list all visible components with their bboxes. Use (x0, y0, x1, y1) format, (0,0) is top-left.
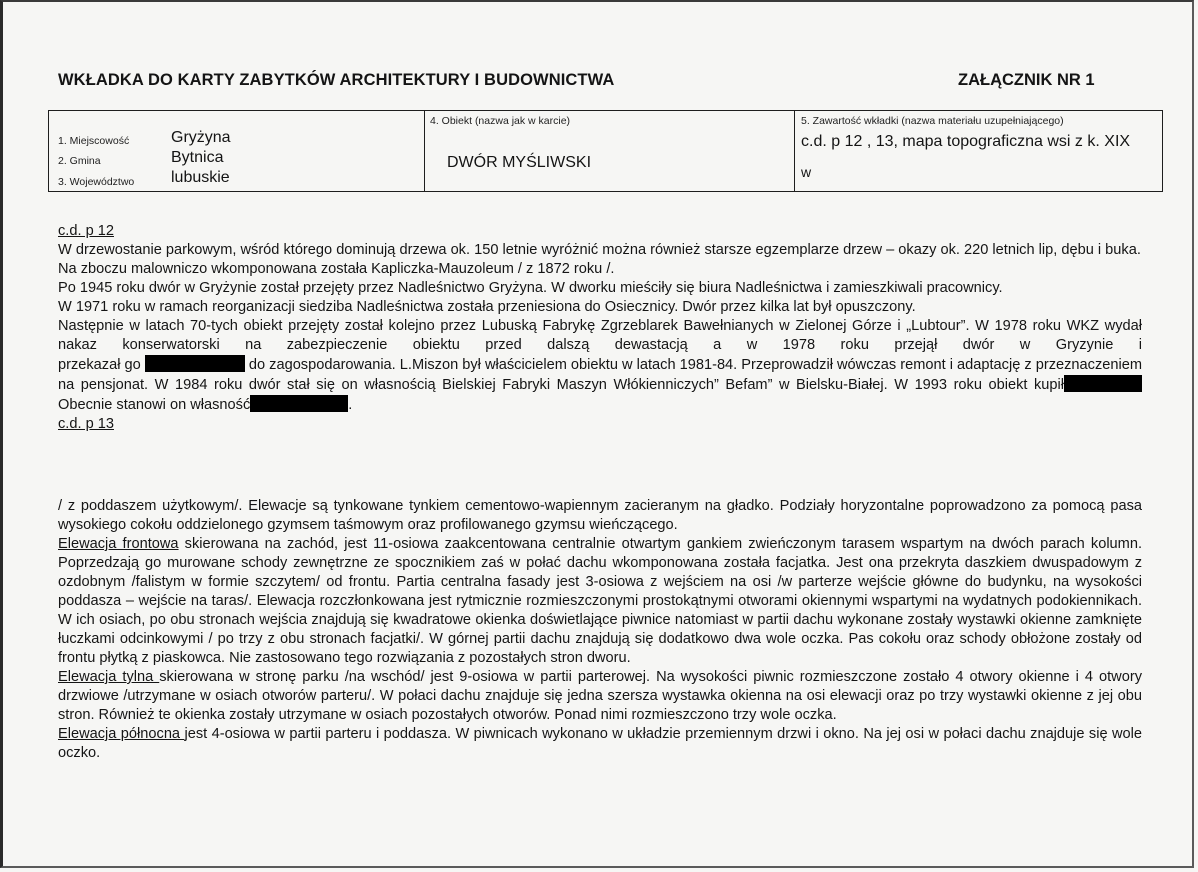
text-fragment: skierowana na zachód, jest 11-osiowa zaakcentowana centralnie otwartym gankiem zwieńczonym tarasem wspartym na dwóch parach kolumn. Poprzedzają go murowane schody zewnętrzne ze spocznikiem zaś w połać dachu wkomponowana została facjatka. Jest ona przekryta daszkiem dwuspadowym z ozdobnym /falistym w formie szczytem/ od frontu. Partia centralna fasady jest 3-osiowa z wejściem na osi /w parterze wejście główne do budynku, na wysokości poddasza – wejście na taras/. Elewacja rozczłonkowana jest rytmicznie rozmieszczonymi prostokątnymi otworami okiennymi wspartymi na wydatnych podokiennikach. W ich osiach, po obu stronach wejścia znajdują się kwadratowe okienka doświetlające piwnice natomiast w partii dachu wykonane zostały wystawki okienne zamknięte łuczkami odcinkowymi / po trzy z obu stronach facjatki/. W górnej partii dachu znajdują się dodatkowo dwa wole oczka. Pas cokołu oraz schody obłożone zostały od frontu płytką z piaskowca. Nie zastosowano tego rozwiązania z pozostałych stron dworu. (58, 536, 1143, 666)
place-value: Gryżyna (171, 129, 231, 146)
redaction-bar (250, 395, 348, 412)
section-heading: c.d. p 13 (58, 416, 114, 432)
paragraph: Następnie w latach 70-tych obiekt przejęty został kolejno przez Lubuską Fabrykę Zgrzeblarek Bawełnianych w Zielonej Górze i „Lubtour”. W 1978 roku WKZ wydał nakaz konserwatorski na zabezpieczenie obiektu przed dalszą dewastacją a w 1978 roku przejął dwór w Gryzynie i (58, 318, 1142, 353)
text-fragment: przekazał go (58, 357, 141, 373)
paragraph: / z poddaszem użytkowym/. Elewacje są tynkowane tynkiem cementowo-wapiennym zacieranym na gładko. Podziały horyzontalne poprowadzono za pomocą pasa wysokiego cokołu oddzielonego gzymsem taśmowym oraz profilowanego gzymsu wieńczącego. (58, 498, 1142, 533)
paragraph: Na zboczu malowniczo wkomponowana została Kapliczka-Mauzoleum / z 1872 roku /. (58, 261, 615, 277)
paragraph: Po 1945 roku dwór w Gryżynie został przejęty przez Nadleśnictwo Gryżyna. W dworku mieściły się biura Nadleśnictwa i zamieszkiwali pracownicy. (58, 280, 1003, 296)
text-fragment: Obecnie stanowi on własność (58, 397, 251, 413)
place-label: 1. Miejscowość (58, 135, 130, 147)
text-fragment: jest 4-osiowa w partii parteru i poddasza. W piwnicach wykonano w układzie przemiennym drzwi i okno. Na jej osi w połaci dachu znajduje się wole oczko. (58, 726, 1143, 761)
rear-elevation-label: Elewacja tylna (58, 669, 160, 685)
column-divider (794, 111, 795, 191)
voivodeship-label: 3. Województwo (58, 176, 135, 188)
paragraph (58, 725, 1142, 763)
column-divider (424, 111, 425, 191)
text-fragment: . (348, 397, 353, 413)
annex-number: ZAŁĄCZNIK NR 1 (958, 71, 1095, 89)
contents-label: 5. Zawartość wkładki (nazwa materiału uzupełniającego) (801, 115, 1064, 127)
paragraph (58, 535, 1142, 668)
section-heading: c.d. p 12 (58, 223, 114, 239)
contents-value-line2: w (801, 164, 812, 180)
text-fragment: skierowana w stronę parku /na wschód/ jest 9-osiowa w partii parterowej. Na wysokości piwnic rozmieszczone zostało 4 otwory okienne i 4 otwory drzwiowe /utrzymane w osiach otworów parteru/. W połaci dachu znajduje się jedna szersza wystawka okienna na osi elewacji oraz po trzy wystawki okienne z jej obu stron. Również te okienka zostały utrzymane w osiach pozostałych otworów. Ponad nimi rozmieszczono trzy wole oczka. (58, 669, 1142, 723)
commune-label: 2. Gmina (58, 155, 101, 167)
section-p13 (58, 497, 1142, 763)
north-elevation-label: Elewacja północna (58, 726, 185, 742)
text-fragment: do zagospodarowania. L.Miszon był właścicielem obiektu w latach 1981-84. Przeprowadził wówczas remont i adaptację z przeznaczeniem na pensjonat. W 1984 roku dwór stał się on własnością Bielskiej Fabryki Maszyn Włókienniczych” Befam” w Bielsku-Białej. W 1993 roku obiekt kupił (58, 357, 1142, 393)
object-value: DWÓR MYŚLIWSKI (447, 154, 592, 171)
paragraph: W 1971 roku w ramach reorganizacji siedziba Nadleśnictwa została przeniesiona do Osiecznicy. Dwór przez kilka lat był opuszczony. (58, 299, 916, 315)
info-table (48, 110, 1163, 192)
paragraph: W drzewostanie parkowym, wśród którego dominują drzewa ok. 150 letnie wyróżnić można również starsze egzemplarze drzew – okazy ok. 220 letnich lip, dębu i buka. (58, 242, 1141, 258)
redaction-bar (1064, 375, 1142, 392)
object-label: 4. Obiekt (nazwa jak w karcie) (430, 115, 571, 127)
redaction-bar (145, 355, 245, 372)
contents-value-line1: c.d. p 12 , 13, mapa topograficzna wsi z k. XIX (801, 133, 1131, 150)
voivodeship-value: lubuskie (171, 169, 230, 186)
paragraph (58, 668, 1142, 725)
section-p12 (58, 222, 1142, 434)
form-title: WKŁADKA DO KARTY ZABYTKÓW ARCHITEKTURY I BUDOWNICTWA (58, 71, 615, 89)
paragraph (58, 355, 1142, 415)
front-elevation-label: Elewacja frontowa (58, 536, 179, 552)
commune-value: Bytnica (171, 149, 224, 166)
